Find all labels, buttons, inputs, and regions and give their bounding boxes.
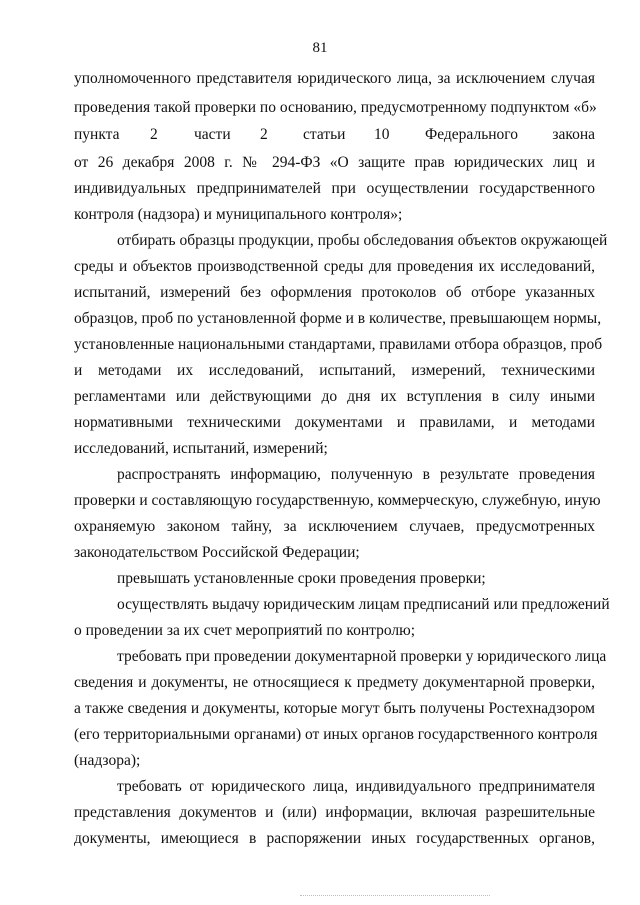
text-line: документы, имеющиеся в распоряжении иных государственных органов, — [74, 830, 595, 847]
text-line: распространять информацию, полученную в результате проведения — [117, 466, 595, 483]
word: 2 — [260, 126, 268, 143]
text-line: уполномоченного представителя юридического лица, за исключением случая — [74, 70, 595, 87]
text-line: образцов, проб по установленной форме и в количестве, превышающем нормы, — [74, 310, 602, 327]
text-line: а также сведения и документы, которые могут быть получены Ростехнадзором — [74, 700, 595, 717]
text-line: установленные национальными стандартами, правилами отбора образцов, проб — [74, 336, 603, 353]
text-line: о проведении за их счет мероприятий по контролю; — [74, 622, 416, 639]
text-line: проведения такой проверки по основанию, предусмотренному подпунктом «б» — [74, 99, 597, 116]
word: Федерального — [425, 126, 519, 143]
text-line: исследований, испытаний, измерений; — [74, 440, 328, 457]
text-line: испытаний, измерений без оформления протоколов об отборе указанных — [74, 284, 595, 301]
text-line: регламентами или действующими до дня их вступления в силу иными — [74, 388, 595, 405]
scan-artifact — [300, 895, 490, 896]
text-line: (надзора); — [74, 752, 141, 769]
word: пункта — [74, 126, 120, 143]
text-line: представления документов и (или) информации, включая разрешительные — [74, 804, 595, 821]
text-line: среды и объектов производственной среды для проведения их исследований, — [74, 258, 595, 275]
text-line: сведения и документы, не относящиеся к предмету документарной проверки, — [74, 674, 595, 691]
text-line: (его территориальными органами) от иных органов государственного контроля — [74, 726, 598, 743]
word: 10 — [374, 126, 390, 143]
word: части — [194, 126, 231, 143]
word: закона — [552, 126, 595, 143]
text-line: нормативными техническими документами и правилами, и методами — [74, 414, 595, 431]
text-line: отбирать образцы продукции, пробы обследования объектов окружающей — [117, 232, 608, 249]
text-line: законодательством Российской Федерации; — [74, 544, 360, 561]
word: статьи — [303, 126, 346, 143]
text-line: от 26 декабря 2008 г. № 294-ФЗ «О защите прав юридических лиц и — [74, 154, 595, 171]
text-line: требовать от юридического лица, индивидуального предпринимателя — [117, 778, 595, 795]
text-line: превышать установленные сроки проведения проверки; — [117, 570, 486, 587]
text-line: и методами их исследований, испытаний, измерений, техническими — [74, 362, 595, 379]
word: 2 — [150, 126, 158, 143]
text-line: требовать при проведении документарной проверки у юридического лица — [117, 648, 607, 665]
text-line: осуществлять выдачу юридическим лицам предписаний или предложений — [117, 596, 610, 613]
page-number: 81 — [312, 40, 328, 56]
text-line: контроля (надзора) и муниципального контроля»; — [74, 206, 403, 223]
text-line: охраняемую законом тайну, за исключением случаев, предусмотренных — [74, 518, 595, 535]
text-line: проверки и составляющую государственную, коммерческую, служебную, иную — [74, 492, 601, 509]
text-line: индивидуальных предпринимателей при осуществлении государственного — [74, 180, 595, 197]
